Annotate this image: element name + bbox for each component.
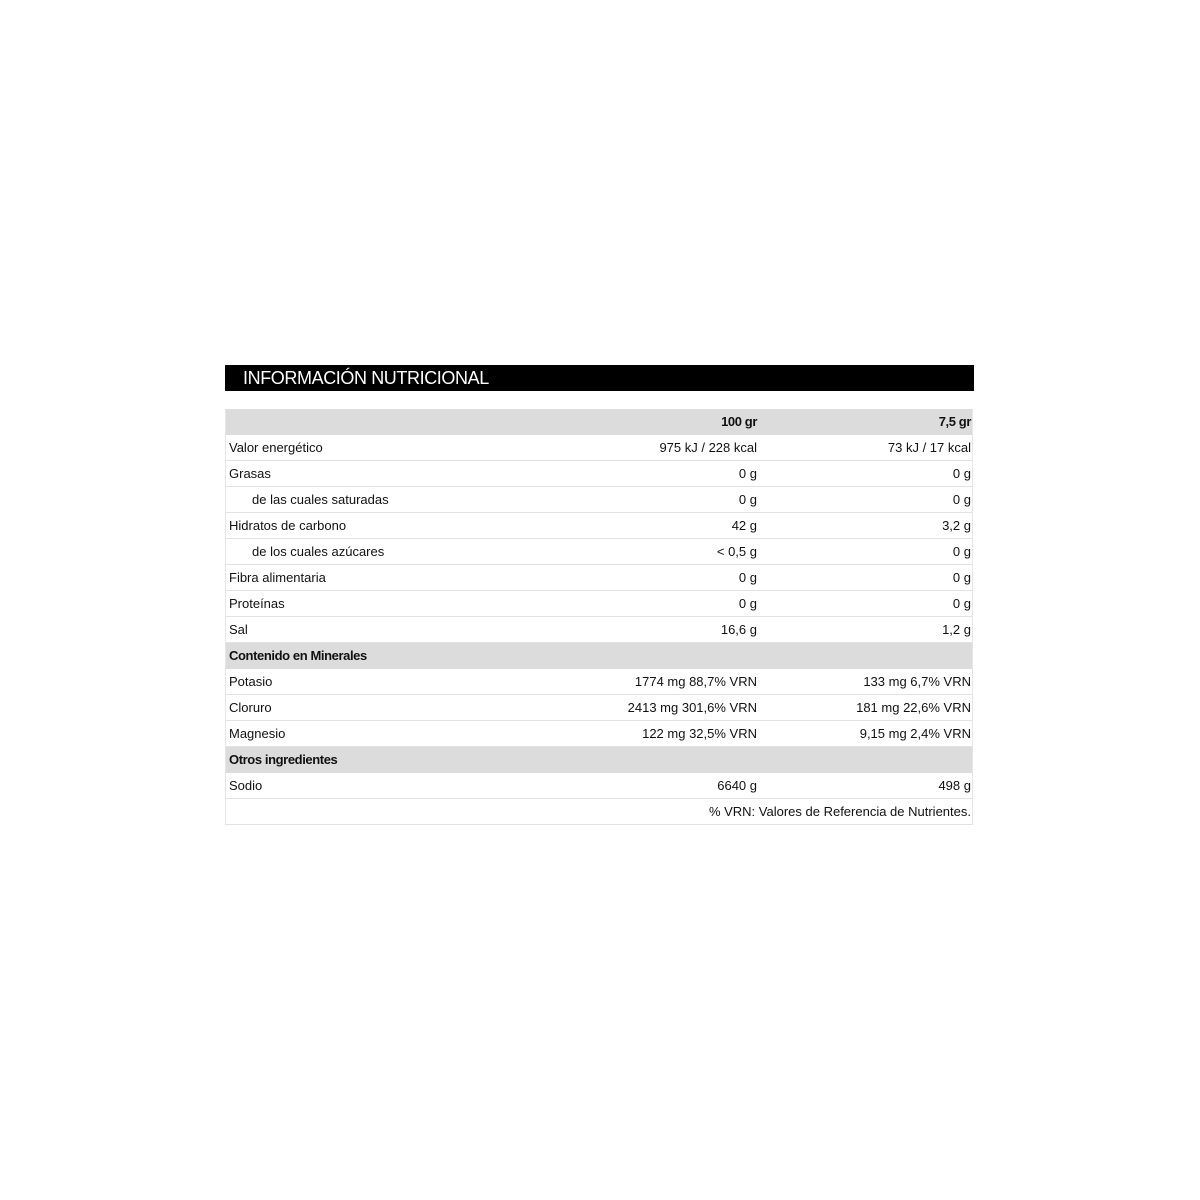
table-row xyxy=(226,617,972,643)
row-value-100gr: < 0,5 g xyxy=(716,544,757,559)
row-value-100gr: 42 g xyxy=(731,518,757,533)
row-value-serving: 9,15 mg 2,4% VRN xyxy=(859,726,971,741)
row-label: de las cuales saturadas xyxy=(252,492,389,507)
table-row xyxy=(226,591,972,617)
table-row xyxy=(226,513,972,539)
row-value-100gr: 122 mg 32,5% VRN xyxy=(642,726,757,741)
row-label: Hidratos de carbono xyxy=(229,518,347,533)
row-label: Magnesio xyxy=(229,726,286,741)
row-value-100gr: 2413 mg 301,6% VRN xyxy=(627,700,757,715)
row-value-serving: 0 g xyxy=(952,466,971,481)
row-value-serving: 0 g xyxy=(952,492,971,507)
footnote-row xyxy=(226,799,972,825)
row-label: de los cuales azúcares xyxy=(252,544,385,559)
row-value-100gr: 0 g xyxy=(738,492,757,507)
row-value-100gr: 16,6 g xyxy=(720,622,757,637)
table-row xyxy=(226,695,972,721)
table-row xyxy=(226,773,972,799)
row-value-100gr: 6640 g xyxy=(717,778,757,793)
row-value-serving: 3,2 g xyxy=(942,518,971,533)
row-value-serving: 181 mg 22,6% VRN xyxy=(856,700,971,715)
table-row xyxy=(226,669,972,695)
row-value-100gr: 0 g xyxy=(738,570,757,585)
row-label: Sal xyxy=(229,622,248,637)
table-row xyxy=(226,487,972,513)
nutrition-panel xyxy=(225,365,974,825)
row-label: Valor energético xyxy=(229,440,323,455)
header-col-serving: 7,5 gr xyxy=(938,414,971,429)
row-label: Fibra alimentaria xyxy=(229,570,326,585)
row-value-serving: 0 g xyxy=(952,544,971,559)
section-header-minerals xyxy=(226,643,972,669)
footnote: % VRN: Valores de Referencia de Nutrientes. xyxy=(708,804,971,819)
section-title: Contenido en Minerales xyxy=(229,648,367,663)
nutrition-table xyxy=(225,409,973,825)
row-value-100gr: 0 g xyxy=(738,466,757,481)
table-row xyxy=(226,461,972,487)
header-col-100gr: 100 gr xyxy=(721,414,757,429)
table-row xyxy=(226,565,972,591)
row-value-serving: 133 mg 6,7% VRN xyxy=(863,674,971,689)
row-label: Proteínas xyxy=(229,596,285,611)
row-value-serving: 0 g xyxy=(952,596,971,611)
row-value-100gr: 975 kJ / 228 kcal xyxy=(659,440,757,455)
row-value-serving: 0 g xyxy=(952,570,971,585)
panel-title: INFORMACIÓN NUTRICIONAL xyxy=(243,368,489,388)
table-row xyxy=(226,435,972,461)
row-value-serving: 498 g xyxy=(938,778,971,793)
row-value-100gr: 0 g xyxy=(738,596,757,611)
row-value-serving: 1,2 g xyxy=(942,622,971,637)
row-label: Grasas xyxy=(229,466,271,481)
section-header-others xyxy=(226,747,972,773)
title-bar xyxy=(225,365,974,391)
table-row xyxy=(226,721,972,747)
table-row xyxy=(226,539,972,565)
row-label: Sodio xyxy=(229,778,263,793)
row-value-serving: 73 kJ / 17 kcal xyxy=(887,440,971,455)
section-title: Otros ingredientes xyxy=(229,752,338,767)
row-label: Potasio xyxy=(229,674,273,689)
row-value-100gr: 1774 mg 88,7% VRN xyxy=(634,674,757,689)
table-header-row xyxy=(226,409,972,435)
row-label: Cloruro xyxy=(229,700,272,715)
